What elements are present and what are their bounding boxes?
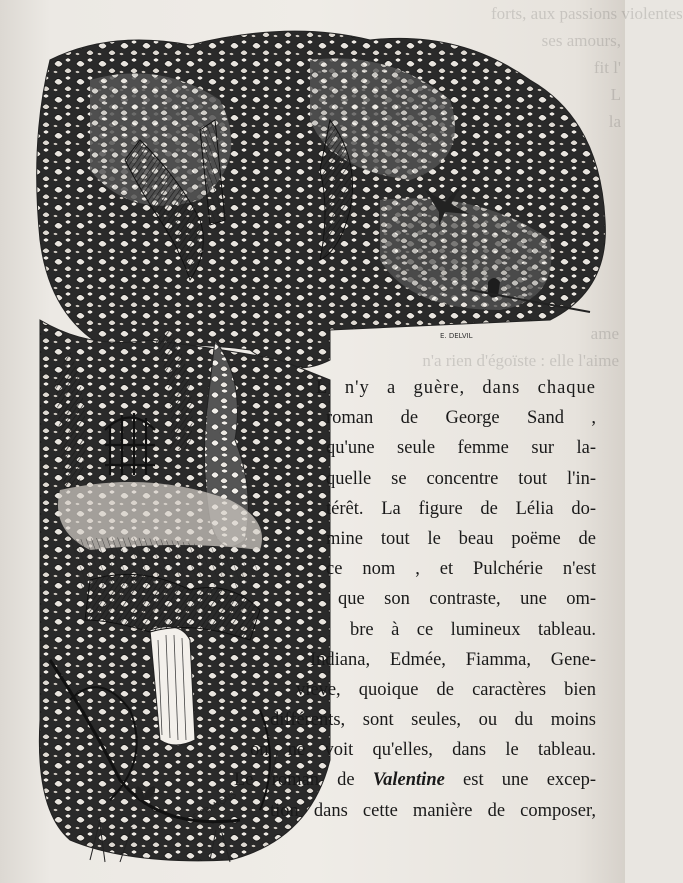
line-text: roman de George Sand , [326,408,596,429]
text-line [230,615,596,645]
ghost-line: la [608,112,621,131]
text-line [230,403,596,433]
text-line [230,554,596,584]
text-line [230,765,596,795]
line-text-end: est une excep- [444,770,596,791]
text-line [230,494,596,524]
ghost-line: L [610,85,621,104]
line-text: que son contraste, une om- [338,589,596,610]
line-text: tion dans cette manière de composer, [270,800,596,821]
line-text-start: Le roman de [234,770,373,791]
line-text: ce nom , et Pulchérie n'est [326,559,596,580]
line-text: quelle se concentre tout l'in- [326,468,596,489]
ghost-line: ses amours, [541,31,621,50]
ghost-line: fit l' [593,58,621,77]
line-text [234,765,596,795]
ghost-line: forts, aux passions violentes [491,4,683,23]
text-line [230,675,596,705]
text-line [230,735,596,765]
text-line [230,464,596,494]
engraver-signature-right: E. DELVIL [440,332,473,340]
text-line [230,796,596,826]
line-text: bre à ce lumineux tableau. [350,619,596,640]
line-text: on ne voit qu'elles, dans le tableau. [250,740,596,761]
line-text: mine tout le beau poëme de [326,528,596,549]
engraver-signature-left: F. FRANÇAIS [191,789,238,822]
ghost-line: ame [590,324,619,343]
body-text [230,373,596,826]
text-line [230,433,596,463]
italic-title: Valentine [372,770,445,791]
text-line [230,524,596,554]
line-text: térêt. La figure de Lélia do- [326,498,596,519]
line-text: Indiana, Edmée, Fiamma, Gene- [310,649,596,670]
line-text: L n'y a guère, dans chaque [316,378,596,398]
line-text: viève, quoique de caractères bien [296,679,596,700]
text-line [230,584,596,614]
text-line [316,373,596,403]
text-line [230,705,596,735]
line-text: différents, sont seules, ou du moins [270,710,596,731]
ghost-line: n'a rien d'égoïste : elle l'aime [422,351,619,370]
line-text: qu'une seule femme sur la- [326,438,596,459]
text-line [230,645,596,675]
